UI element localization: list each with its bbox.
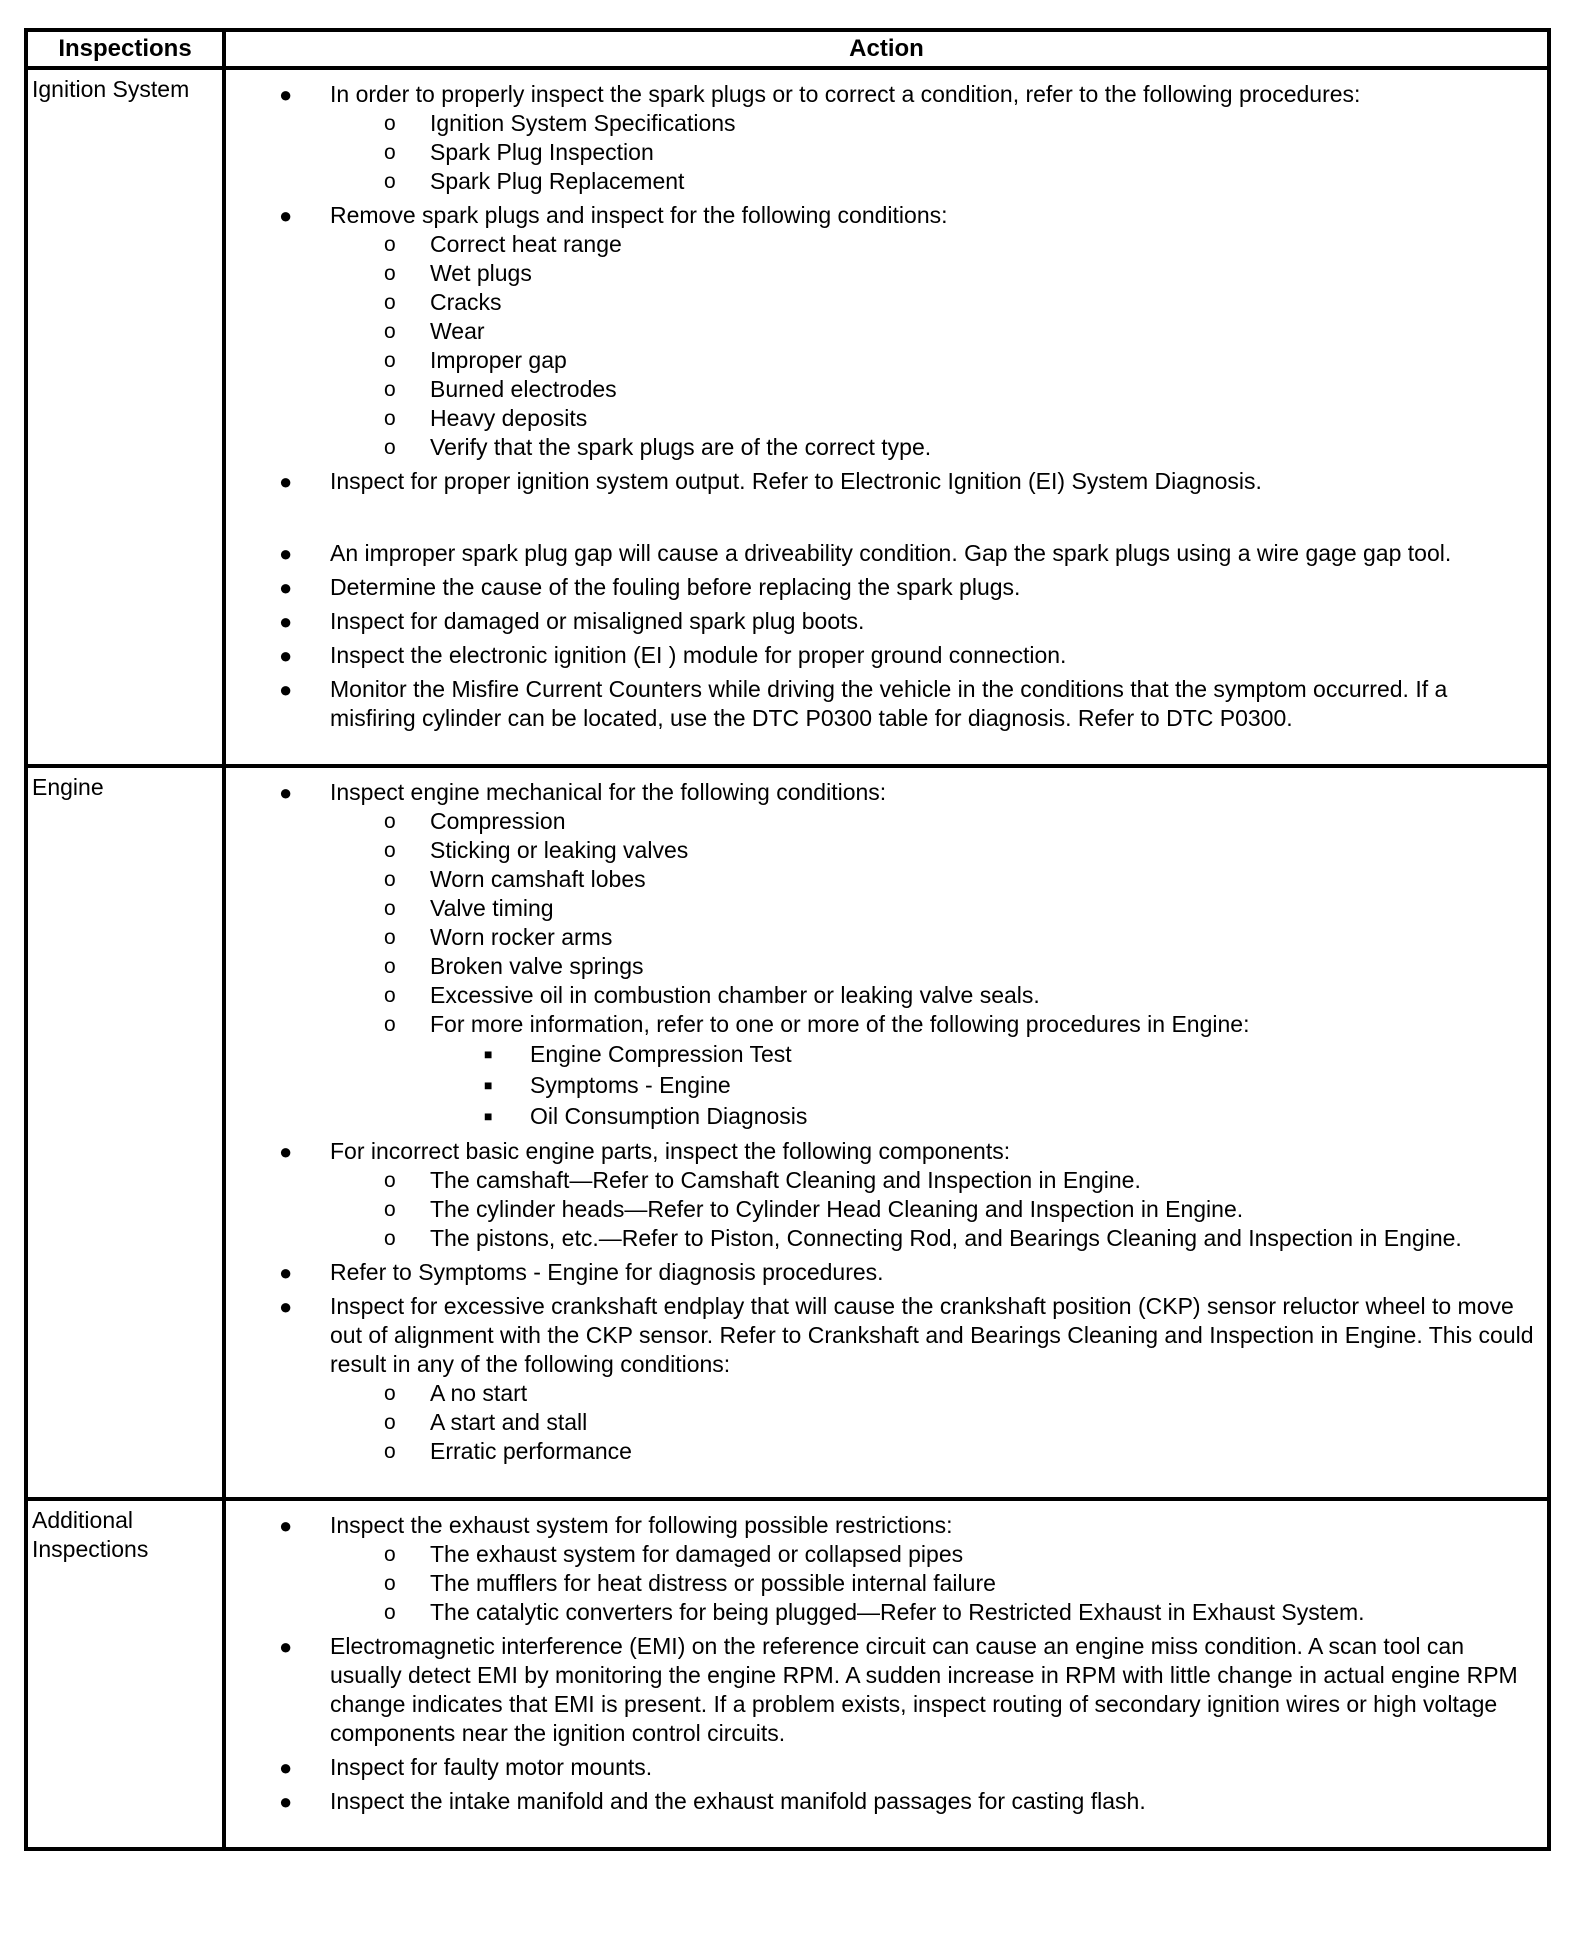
list-item-text: Broken valve springs <box>430 953 644 979</box>
bullet-marker: ● <box>279 541 293 566</box>
bullet-marker: ■ <box>484 1108 493 1124</box>
list-item-text: Inspect for damaged or misaligned spark plug boots. <box>330 608 865 634</box>
list-item-text: A no start <box>430 1380 528 1406</box>
list-item <box>330 1598 1539 1627</box>
table-row <box>26 68 1549 766</box>
bullet-marker: o <box>384 984 396 1007</box>
list-item <box>330 1224 1539 1253</box>
bullet-marker: o <box>384 291 396 314</box>
bullet-marker: o <box>384 897 396 920</box>
list-item-text: Inspect for faulty motor mounts. <box>330 1754 653 1780</box>
bullet-marker: ■ <box>484 1046 493 1062</box>
list-item <box>330 288 1539 317</box>
bullet-marker: o <box>384 262 396 285</box>
bullet-marker: o <box>384 378 396 401</box>
bullet-marker: ● <box>279 643 293 668</box>
list-item <box>330 375 1539 404</box>
bullet-marker: ● <box>279 469 293 494</box>
bullet-list-level-2 <box>330 230 1539 462</box>
bullet-list-level-1 <box>226 1511 1539 1816</box>
bullet-list-level-2 <box>330 109 1539 196</box>
list-item-text: Excessive oil in combustion chamber or leaking valve seals. <box>430 982 1040 1008</box>
bullet-marker: ● <box>279 1789 293 1814</box>
list-item-text: For more information, refer to one or more of the following procedures in Engine: <box>430 1011 1250 1037</box>
bullet-marker: o <box>384 1198 396 1221</box>
list-item-text: Electromagnetic interference (EMI) on the reference circuit can cause an engine miss condition. A scan tool can usually detect EMI by monitoring the engine RPM. A sudden increase in RPM with little change in actual engine RPM change indicates that EMI is present. If a problem exists, inspect routing of secondary ignition wires or high voltage components near the ignition control circuits. <box>330 1633 1518 1746</box>
bullet-list-level-2 <box>330 1540 1539 1627</box>
table-row <box>26 766 1549 1499</box>
table-row <box>26 1499 1549 1849</box>
list-item <box>330 1379 1539 1408</box>
list-item <box>226 201 1539 462</box>
bullet-marker: o <box>384 112 396 135</box>
bullet-list-level-2 <box>330 1166 1539 1253</box>
list-item <box>330 1569 1539 1598</box>
list-item <box>226 1753 1539 1782</box>
list-item <box>226 641 1539 670</box>
bullet-marker: ● <box>279 203 293 228</box>
list-item <box>330 923 1539 952</box>
bullet-marker: o <box>384 170 396 193</box>
list-item-text: Verify that the spark plugs are of the correct type. <box>430 434 932 460</box>
list-item-text: An improper spark plug gap will cause a driveability condition. Gap the spark plugs using a wire gage gap tool. <box>330 540 1452 566</box>
list-item <box>330 981 1539 1010</box>
list-item-text: Determine the cause of the fouling before replacing the spark plugs. <box>330 574 1021 600</box>
list-item <box>226 1511 1539 1627</box>
list-item <box>226 1632 1539 1748</box>
bullet-marker: o <box>384 926 396 949</box>
list-item-text: Burned electrodes <box>430 376 617 402</box>
list-item <box>226 80 1539 196</box>
bullet-marker: o <box>384 1411 396 1434</box>
bullet-marker: o <box>384 1601 396 1624</box>
list-item-text: Erratic performance <box>430 1438 632 1464</box>
bullet-marker: o <box>384 810 396 833</box>
list-item-text: Sticking or leaking valves <box>430 837 689 863</box>
list-item <box>330 433 1539 462</box>
inspection-category-cell: Engine <box>26 766 224 1499</box>
action-cell <box>224 68 1549 766</box>
list-item <box>226 1137 1539 1253</box>
list-item <box>330 1437 1539 1466</box>
bullet-marker: o <box>384 955 396 978</box>
list-item <box>330 259 1539 288</box>
bullet-marker: o <box>384 233 396 256</box>
bullet-list-level-2 <box>330 1379 1539 1466</box>
bullet-marker: ● <box>279 1513 293 1538</box>
list-item-text: Inspect the intake manifold and the exhaust manifold passages for casting flash. <box>330 1788 1146 1814</box>
list-item-text: For incorrect basic engine parts, inspect the following components: <box>330 1138 1011 1164</box>
list-item-text: Engine Compression Test <box>530 1041 792 1067</box>
bullet-marker: o <box>384 1227 396 1250</box>
list-item-text: Spark Plug Replacement <box>430 168 685 194</box>
inspection-category-cell: Additional Inspections <box>26 1499 224 1849</box>
list-item <box>330 1166 1539 1195</box>
list-item <box>330 167 1539 196</box>
list-item-text: Valve timing <box>430 895 554 921</box>
list-item-text: Worn camshaft lobes <box>430 866 646 892</box>
list-item <box>330 1408 1539 1437</box>
list-item <box>330 807 1539 836</box>
list-item <box>226 539 1539 568</box>
list-item-text: Cracks <box>430 289 502 315</box>
bullet-marker: o <box>384 349 396 372</box>
bullet-marker: o <box>384 1440 396 1463</box>
bullet-marker: o <box>384 1382 396 1405</box>
list-item-text: Monitor the Misfire Current Counters while driving the vehicle in the conditions that the symptom occurred. If a misfiring cylinder can be located, use the DTC P0300 table for diagnosis. Refer to DTC P0300. <box>330 676 1448 731</box>
list-item <box>226 467 1539 496</box>
table-body <box>26 68 1549 1849</box>
list-item-text: Correct heat range <box>430 231 622 257</box>
bullet-marker: ● <box>279 1260 293 1285</box>
list-item <box>330 1195 1539 1224</box>
list-item <box>226 675 1539 733</box>
inspection-table <box>24 28 1551 1851</box>
list-item-text: Ignition System Specifications <box>430 110 736 136</box>
bullet-marker: ● <box>279 780 293 805</box>
list-item-text: The catalytic converters for being plugged—Refer to Restricted Exhaust in Exhaust System. <box>430 1599 1365 1625</box>
bullet-marker: o <box>384 320 396 343</box>
list-item <box>226 1292 1539 1466</box>
list-item-text: Inspect for excessive crankshaft endplay that will cause the crankshaft position (CKP) sensor reluctor wheel to move out of alignment with the CKP sensor. Refer to Crankshaft and Bearings Cleaning and Inspection in Engine. This could result in any of the following conditions: <box>330 1293 1534 1377</box>
bullet-marker: ■ <box>484 1077 493 1093</box>
list-item <box>330 1010 1539 1132</box>
list-spacer <box>226 501 1539 539</box>
bullet-list-level-2 <box>330 807 1539 1132</box>
list-item <box>430 1101 1539 1132</box>
list-item <box>330 836 1539 865</box>
bullet-marker: ● <box>279 82 293 107</box>
bullet-marker: o <box>384 436 396 459</box>
list-item-text: The pistons, etc.—Refer to Piston, Connecting Rod, and Bearings Cleaning and Inspection in Engine. <box>430 1225 1462 1251</box>
inspection-category-cell: Ignition System <box>26 68 224 766</box>
bullet-marker: o <box>384 868 396 891</box>
bullet-marker: o <box>384 407 396 430</box>
bullet-marker: o <box>384 839 396 862</box>
bullet-marker: o <box>384 1572 396 1595</box>
action-cell <box>224 766 1549 1499</box>
list-item-text: Refer to Symptoms - Engine for diagnosis procedures. <box>330 1259 884 1285</box>
list-item <box>226 1258 1539 1287</box>
list-item <box>330 138 1539 167</box>
list-item-text: Inspect the electronic ignition (EI ) module for proper ground connection. <box>330 642 1067 668</box>
bullet-marker: ● <box>279 1139 293 1164</box>
bullet-marker: o <box>384 1169 396 1192</box>
list-item-text: Improper gap <box>430 347 567 373</box>
bullet-marker: ● <box>279 609 293 634</box>
list-item-text: A start and stall <box>430 1409 588 1435</box>
list-item-text: Inspect for proper ignition system output. Refer to Electronic Ignition (EI) System Diagnosis. <box>330 468 1262 494</box>
bullet-marker: o <box>384 1013 396 1036</box>
list-item-text: The camshaft—Refer to Camshaft Cleaning and Inspection in Engine. <box>430 1167 1141 1193</box>
bullet-marker: ● <box>279 1634 293 1659</box>
list-item <box>330 404 1539 433</box>
list-item <box>226 573 1539 602</box>
list-item <box>226 1787 1539 1816</box>
list-item-text: The cylinder heads—Refer to Cylinder Head Cleaning and Inspection in Engine. <box>430 1196 1244 1222</box>
list-item-text: Remove spark plugs and inspect for the following conditions: <box>330 202 948 228</box>
list-item <box>430 1070 1539 1101</box>
list-item-text: Wet plugs <box>430 260 532 286</box>
list-item-text: Symptoms - Engine <box>530 1072 731 1098</box>
bullet-marker: ● <box>279 677 293 702</box>
list-item <box>330 894 1539 923</box>
list-item-text: Wear <box>430 318 485 344</box>
list-item <box>330 952 1539 981</box>
list-item-text: Inspect the exhaust system for following possible restrictions: <box>330 1512 953 1538</box>
list-item-text: Inspect engine mechanical for the following conditions: <box>330 779 887 805</box>
list-item <box>226 778 1539 1132</box>
list-item <box>330 230 1539 259</box>
list-item <box>430 1039 1539 1070</box>
list-item-text: Heavy deposits <box>430 405 588 431</box>
action-cell <box>224 1499 1549 1849</box>
list-item-text: In order to properly inspect the spark plugs or to correct a condition, refer to the following procedures: <box>330 81 1361 107</box>
bullet-marker: ● <box>279 1294 293 1319</box>
bullet-list-level-1 <box>226 80 1539 733</box>
list-item-text: The mufflers for heat distress or possible internal failure <box>430 1570 996 1596</box>
list-item <box>330 317 1539 346</box>
list-item <box>330 346 1539 375</box>
list-item-text: Worn rocker arms <box>430 924 613 950</box>
list-item <box>330 865 1539 894</box>
list-item <box>226 607 1539 636</box>
bullet-marker: o <box>384 1543 396 1566</box>
bullet-marker: ● <box>279 575 293 600</box>
list-item-text: Compression <box>430 808 566 834</box>
list-item <box>330 109 1539 138</box>
inspections-header: Inspections <box>26 30 224 68</box>
action-header: Action <box>224 30 1549 68</box>
bullet-list-level-3 <box>430 1039 1539 1132</box>
list-item-text: Spark Plug Inspection <box>430 139 654 165</box>
list-item <box>330 1540 1539 1569</box>
table-header-row <box>26 30 1549 68</box>
list-item-text: Oil Consumption Diagnosis <box>530 1103 808 1129</box>
bullet-list-level-1 <box>226 778 1539 1466</box>
list-item-text: The exhaust system for damaged or collapsed pipes <box>430 1541 964 1567</box>
bullet-marker: ● <box>279 1755 293 1780</box>
bullet-marker: o <box>384 141 396 164</box>
